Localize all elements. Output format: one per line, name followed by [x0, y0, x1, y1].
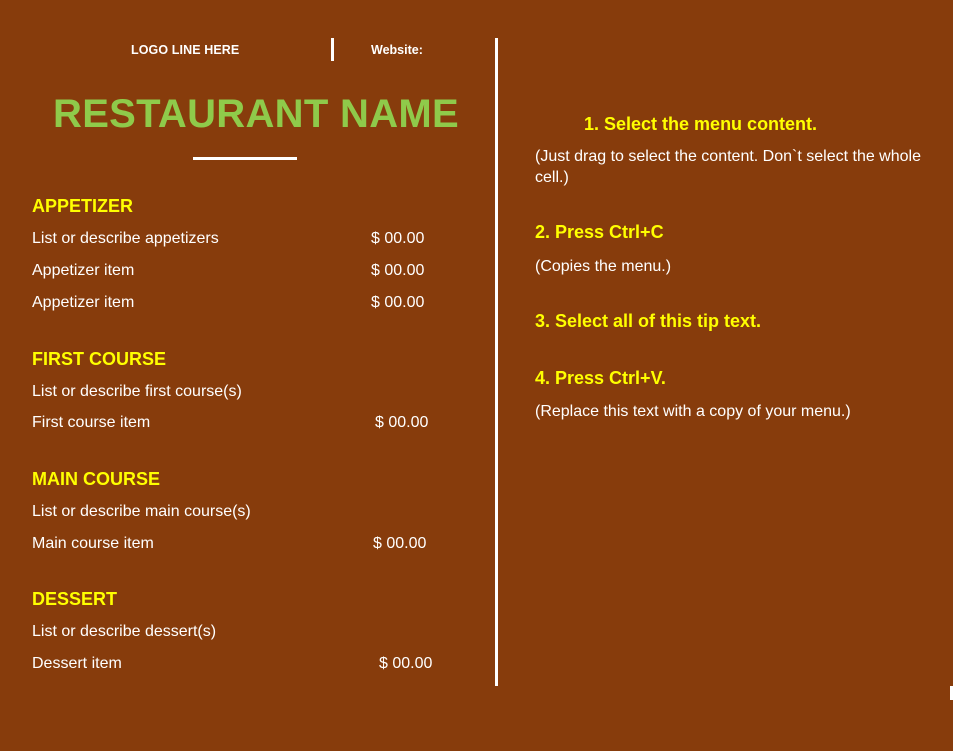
first-course-description[interactable]: List or describe first course(s)	[32, 383, 242, 400]
first-course-item-price[interactable]: $ 00.00	[375, 414, 429, 431]
appetizer-item-price[interactable]: $ 00.00	[371, 294, 425, 311]
appetizer-item-name[interactable]: List or describe appetizers	[32, 230, 219, 247]
dessert-heading[interactable]: DESSERT	[32, 589, 118, 609]
title-underline	[193, 157, 297, 160]
first-course-item-name[interactable]: First course item	[32, 414, 151, 431]
header-divider	[331, 38, 334, 61]
tip-step-3[interactable]: 3. Select all of this tip text.	[535, 311, 762, 331]
tip-step-2-note[interactable]: (Copies the menu.)	[535, 258, 672, 275]
dessert-item-price[interactable]: $ 00.00	[379, 655, 433, 672]
restaurant-name-title[interactable]: RESTAURANT NAME	[53, 92, 459, 136]
appetizer-item-price[interactable]: $ 00.00	[371, 262, 425, 279]
main-course-description[interactable]: List or describe main course(s)	[32, 503, 251, 520]
logo-line: LOGO LINE HERE	[131, 43, 240, 57]
appetizer-item-name[interactable]: Appetizer item	[32, 294, 135, 311]
tip-step-4[interactable]: 4. Press Ctrl+V.	[535, 368, 666, 388]
tip-step-4-note[interactable]: (Replace this text with a copy of your menu.)	[535, 403, 851, 420]
appetizer-item-price[interactable]: $ 00.00	[371, 230, 425, 247]
main-course-item-name[interactable]: Main course item	[32, 535, 154, 552]
tip-step-2[interactable]: 2. Press Ctrl+C	[535, 222, 664, 242]
tip-step-1[interactable]: 1. Select the menu content.	[584, 114, 818, 134]
appetizer-item-name[interactable]: Appetizer item	[32, 262, 135, 279]
dessert-item-name[interactable]: Dessert item	[32, 655, 122, 672]
main-course-heading[interactable]: MAIN COURSE	[32, 469, 161, 489]
main-course-item-price[interactable]: $ 00.00	[373, 535, 427, 552]
appetizer-heading[interactable]: APPETIZER	[32, 196, 134, 216]
tip-step-1-note[interactable]: (Just drag to select the content. Don`t select the whole cell.)	[535, 148, 921, 186]
website-label: Website:	[371, 43, 423, 57]
column-divider	[495, 38, 498, 686]
dessert-description[interactable]: List or describe dessert(s)	[32, 623, 217, 640]
first-course-heading[interactable]: FIRST COURSE	[32, 349, 167, 369]
